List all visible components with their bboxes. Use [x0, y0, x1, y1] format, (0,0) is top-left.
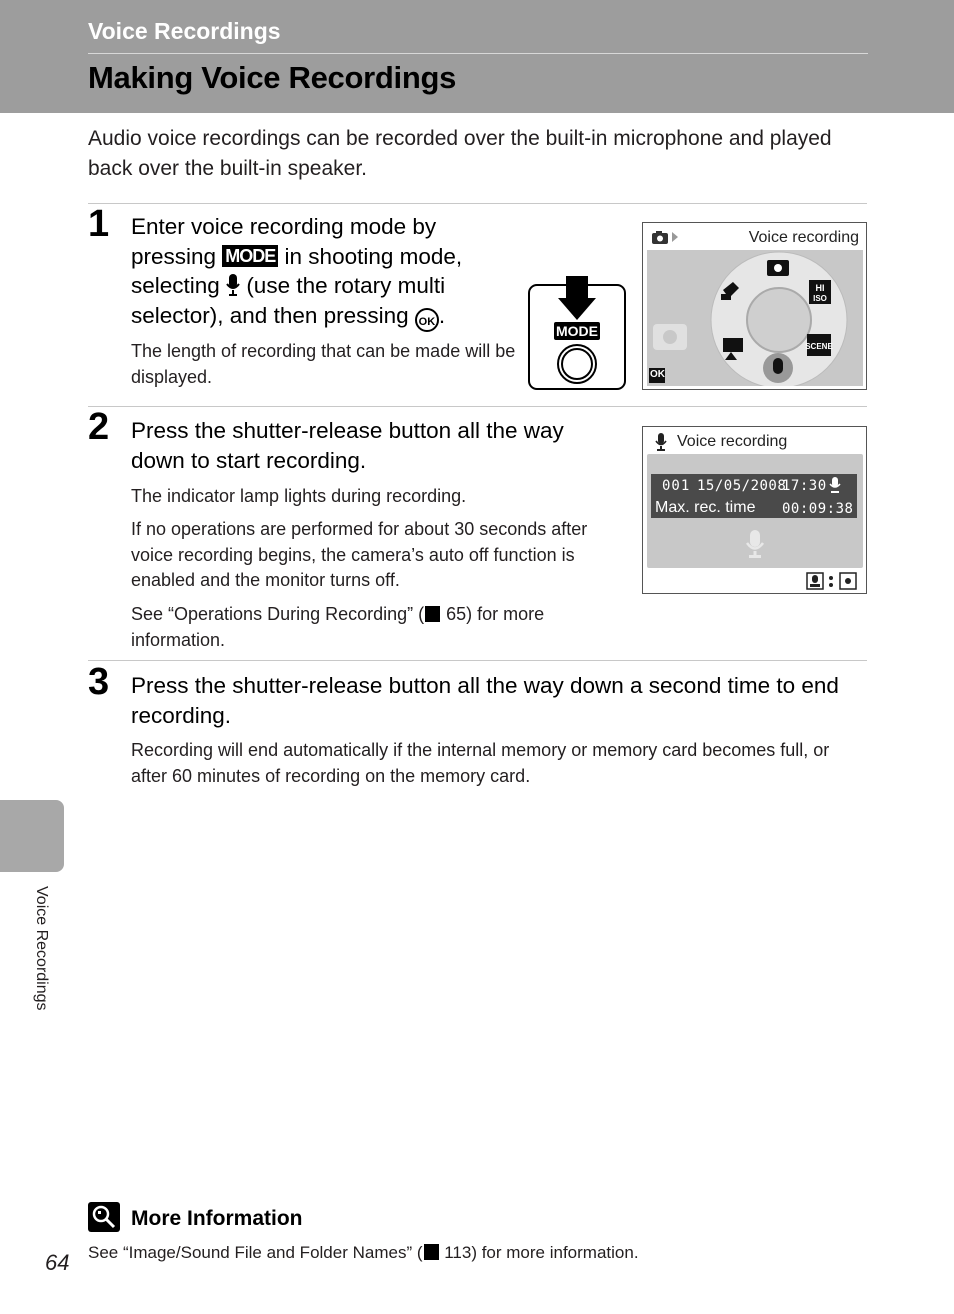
svg-text:MODE: MODE	[556, 323, 598, 339]
mode-button-illustration	[528, 276, 626, 390]
step-1-note: The length of recording that can be made will be displayed.	[131, 341, 516, 387]
screen-1-display	[647, 250, 863, 386]
step-2-note-1: The indicator lamp lights during recording.	[131, 486, 467, 506]
more-info-title: More Information	[131, 1207, 303, 1230]
file-number: 001	[662, 478, 691, 494]
page-number: 64	[45, 1250, 70, 1275]
header-divider	[88, 53, 868, 54]
step-1-number: 1	[88, 203, 110, 245]
svg-text:SCENE: SCENE	[805, 342, 833, 351]
step-1-title: Enter voice recording mode by pressing MODE in shooting mode, selecting (use the rotary multi selector), and then pressing OK .	[131, 212, 511, 332]
mode-selection-screen	[642, 222, 867, 390]
max-rec-label: Max. rec. time	[655, 499, 756, 516]
header-band	[0, 0, 954, 113]
screen-2-display	[647, 454, 863, 568]
step-3-title: Press the shutter-release button all the way down a second time to end recording.	[131, 673, 839, 728]
microphone-icon	[226, 274, 240, 296]
step-3-number: 3	[88, 661, 110, 703]
section-title: Voice Recordings	[88, 18, 281, 44]
screen-2-label: Voice recording	[677, 433, 788, 450]
ok-indicator: OK	[650, 369, 665, 380]
step-2-title: Press the shutter-release button all the way down to start recording.	[131, 418, 564, 473]
microphone-icon	[655, 433, 667, 451]
divider	[88, 406, 867, 407]
mode-button-icon: MODE	[222, 245, 278, 267]
microphone-icon	[829, 477, 843, 493]
step-3-note: Recording will end automatically if the internal memory or memory card becomes full, or after 60 minutes of recording on the memory card.	[131, 740, 830, 786]
ok-button-icon: OK	[415, 308, 439, 332]
svg-text:ISO: ISO	[813, 294, 827, 303]
max-rec-time: 00:09:38	[782, 501, 854, 517]
divider	[88, 660, 867, 661]
step-2-number: 2	[88, 406, 110, 448]
side-tab	[0, 800, 64, 872]
divider	[88, 203, 867, 204]
intro-paragraph: Audio voice recordings can be recorded over the built-in microphone and played back over the built-in speaker.	[88, 127, 832, 180]
book-reference-icon	[425, 606, 440, 622]
svg-text:HI: HI	[815, 283, 825, 293]
side-label: Voice Recordings	[33, 886, 50, 1011]
more-info-text: See “Image/Sound File and Folder Names” ( 113) for more information.	[88, 1243, 639, 1262]
screen-1-label: Voice recording	[748, 229, 859, 246]
camera-mode-icon	[651, 229, 681, 250]
step-2-note-3: See “Operations During Recording” ( 65) for more information.	[131, 604, 545, 650]
page-title: Making Voice Recordings	[88, 60, 457, 95]
magnifier-note-icon	[88, 1202, 120, 1232]
controls-indicator-icon	[806, 572, 858, 590]
recording-time: 17:30	[782, 478, 827, 494]
step-2-note-2: If no operations are performed for about 30 seconds after voice recording begins, the camera’s auto off function is enabled and the monitor turns off.	[131, 519, 588, 590]
recording-screen	[642, 426, 867, 594]
recording-date: 15/05/2008	[697, 478, 787, 494]
microphone-icon	[745, 530, 765, 558]
book-reference-icon	[424, 1244, 439, 1260]
